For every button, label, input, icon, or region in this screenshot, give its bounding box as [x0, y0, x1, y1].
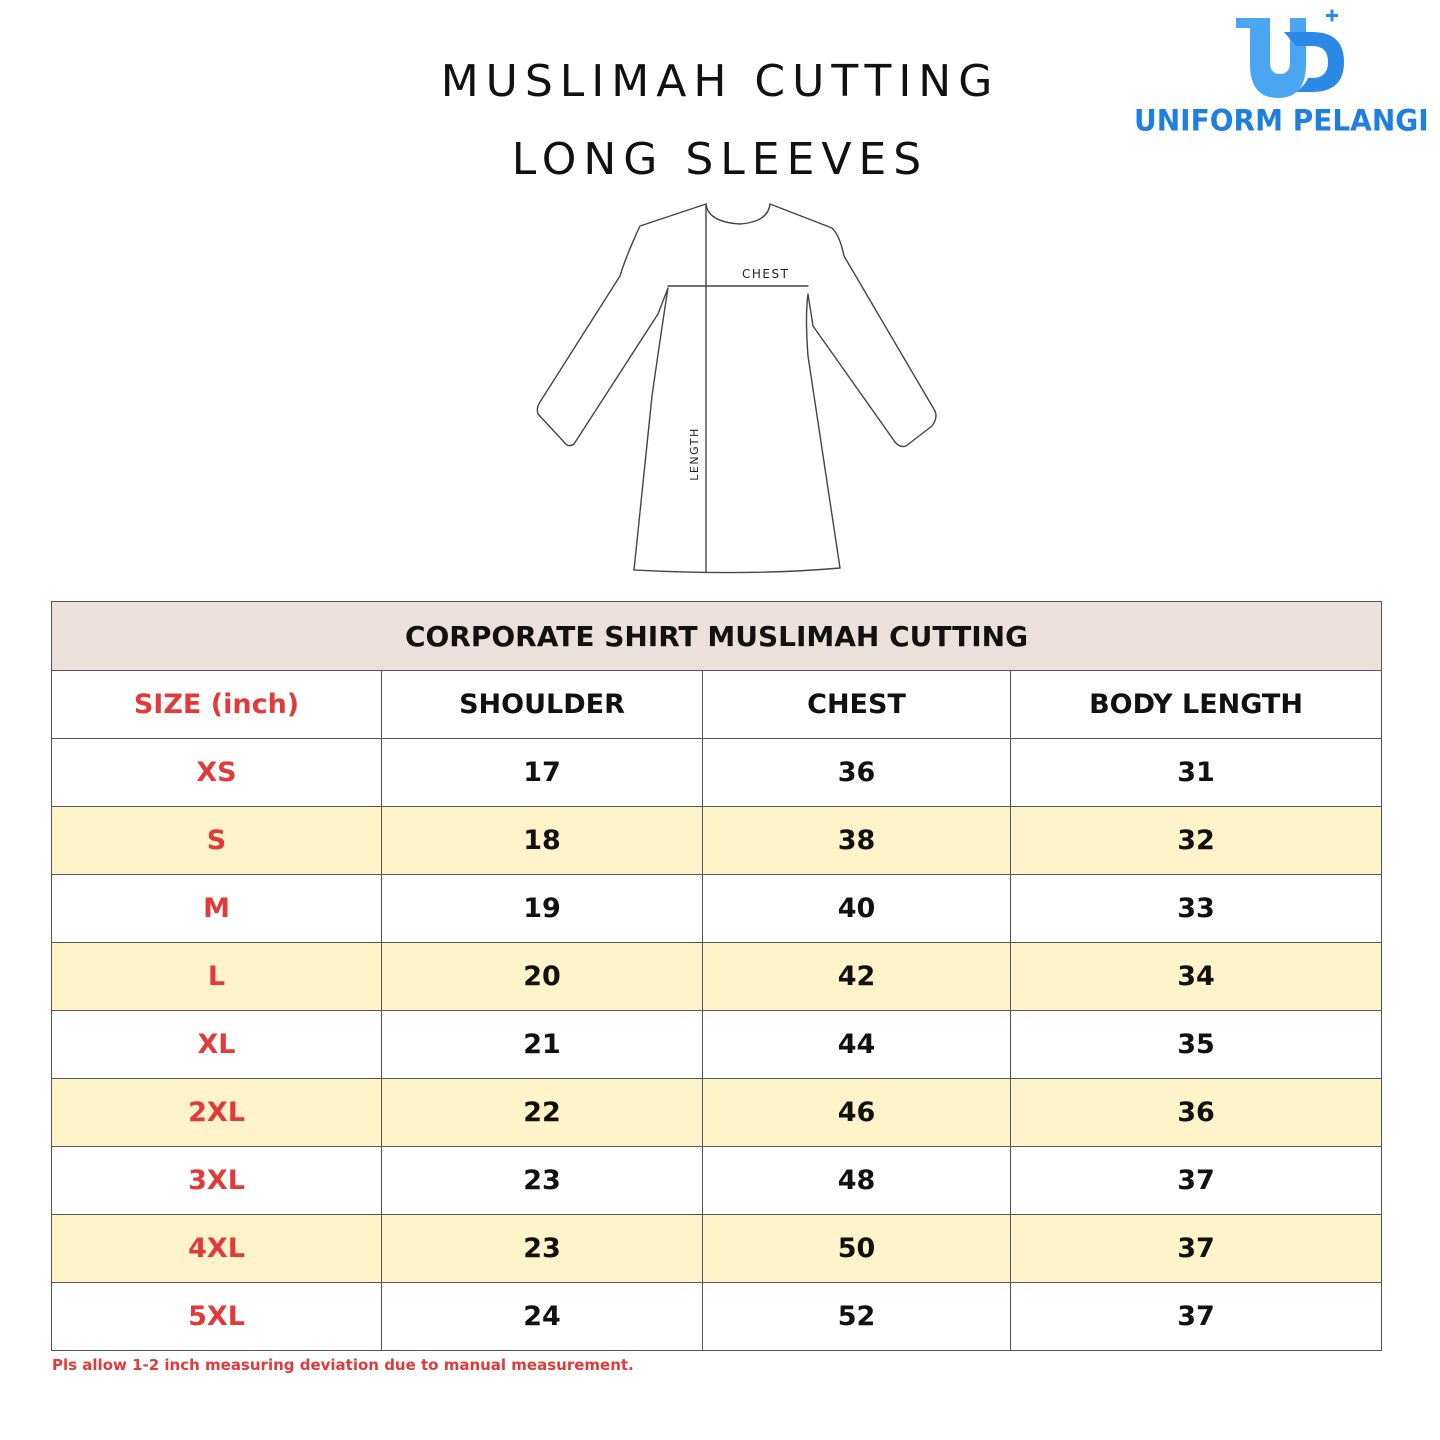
- table-row: [52, 739, 1382, 807]
- table-row: [52, 1215, 1382, 1283]
- body-length-cell: 33: [1011, 875, 1382, 943]
- shoulder-cell: 19: [382, 875, 703, 943]
- body-length-cell: 36: [1011, 1079, 1382, 1147]
- table-caption: CORPORATE SHIRT MUSLIMAH CUTTING: [52, 602, 1382, 671]
- chest-cell: 40: [703, 875, 1011, 943]
- chest-cell: 44: [703, 1011, 1011, 1079]
- chest-cell: 50: [703, 1215, 1011, 1283]
- chest-cell: 48: [703, 1147, 1011, 1215]
- chest-cell: 36: [703, 739, 1011, 807]
- shoulder-cell: 24: [382, 1283, 703, 1351]
- brand-name: UNIFORM PELANGI: [1134, 103, 1429, 138]
- shoulder-cell: 20: [382, 943, 703, 1011]
- shirt-outline: [537, 204, 936, 573]
- title-line-2: LONG SLEEVES: [511, 134, 929, 185]
- shoulder-cell: 21: [382, 1011, 703, 1079]
- table-header-row: [52, 671, 1382, 739]
- body-length-cell: 37: [1011, 1215, 1382, 1283]
- title-line-1: MUSLIMAH CUTTING: [440, 56, 1000, 107]
- shoulder-cell: 23: [382, 1215, 703, 1283]
- size-cell: M: [52, 875, 382, 943]
- chest-cell: 52: [703, 1283, 1011, 1351]
- table-caption-row: [52, 602, 1382, 671]
- length-label: LENGTH: [688, 427, 701, 481]
- body-length-cell: 35: [1011, 1011, 1382, 1079]
- size-cell: 5XL: [52, 1283, 382, 1351]
- body-length-cell: 37: [1011, 1283, 1382, 1351]
- size-cell: 4XL: [52, 1215, 382, 1283]
- body-length-cell: 31: [1011, 739, 1382, 807]
- table-row: [52, 875, 1382, 943]
- size-cell: L: [52, 943, 382, 1011]
- table-row: [52, 1079, 1382, 1147]
- body-length-cell: 32: [1011, 807, 1382, 875]
- size-table: [51, 601, 1382, 1351]
- shoulder-cell: 18: [382, 807, 703, 875]
- table-row: [52, 943, 1382, 1011]
- shoulder-cell: 17: [382, 739, 703, 807]
- shirt-diagram: [530, 196, 950, 581]
- table-row: [52, 1011, 1382, 1079]
- size-cell: 2XL: [52, 1079, 382, 1147]
- chest-cell: 42: [703, 943, 1011, 1011]
- header-chest: CHEST: [703, 671, 1011, 739]
- table-row: [52, 1283, 1382, 1351]
- body-length-cell: 37: [1011, 1147, 1382, 1215]
- table-row: [52, 1147, 1382, 1215]
- size-cell: XS: [52, 739, 382, 807]
- table-row: [52, 807, 1382, 875]
- ud-plus-logo-icon: [1226, 4, 1356, 104]
- size-cell: 3XL: [52, 1147, 382, 1215]
- size-cell: S: [52, 807, 382, 875]
- header-shoulder: SHOULDER: [382, 671, 703, 739]
- chest-cell: 38: [703, 807, 1011, 875]
- chest-cell: 46: [703, 1079, 1011, 1147]
- measurement-note: Pls allow 1-2 inch measuring deviation due to manual measurement.: [52, 1356, 634, 1374]
- shoulder-cell: 23: [382, 1147, 703, 1215]
- chest-label: CHEST: [742, 267, 790, 281]
- header-size: SIZE (inch): [52, 671, 382, 739]
- body-length-cell: 34: [1011, 943, 1382, 1011]
- header-body-length: BODY LENGTH: [1011, 671, 1382, 739]
- size-cell: XL: [52, 1011, 382, 1079]
- shoulder-cell: 22: [382, 1079, 703, 1147]
- brand-logo: [1130, 4, 1440, 144]
